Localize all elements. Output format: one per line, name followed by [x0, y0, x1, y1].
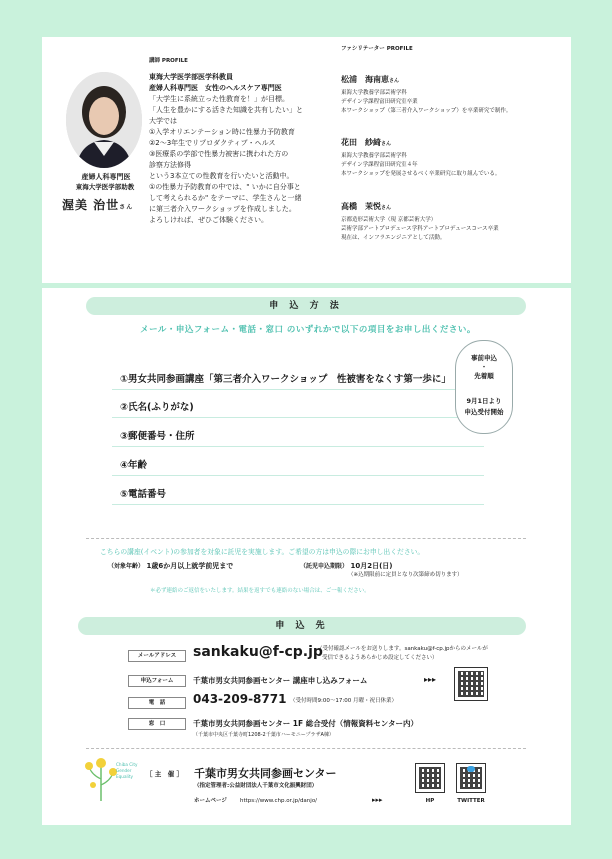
bio-line: 大学では: [149, 117, 177, 125]
homepage-label: ホームページ: [194, 798, 227, 804]
facilitator-line: 東海大学教養学部芸術学科: [341, 90, 408, 96]
facilitator-line: デザイン学課程富田研究室４年: [341, 162, 418, 168]
childcare-deadline: （託児申込期限） 10月2日(日): [300, 562, 393, 570]
phone-hours: （受付時間9:00～17:00 月曜・祝日休業）: [290, 698, 397, 704]
instructor-affiliation-2: 東海大学医学部助教: [75, 183, 135, 191]
childcare-notice: こちらの講座(イベント)の参加者を対象に託児を実施します。ご希望の方は申込の際にお申し出ください。: [100, 548, 425, 556]
bio-line: に第三者介入ワークショップを作成しました。: [149, 205, 296, 213]
facilitator-line: 芸術学部アートプロデュース学科アートプロデュースコース卒業: [341, 226, 499, 232]
childcare-deadline-note: （※込期限前に定員となり次第締め切ります）: [348, 572, 463, 578]
application-item-1: ①男女共同参画講座「第三者介入ワークショップ 性被害をなくす第一歩に」: [112, 364, 484, 390]
phone-number[interactable]: 043-209-8771: [193, 692, 287, 706]
organizer-manager: （指定管理者:公益財団法人千葉市文化振興財団）: [194, 783, 318, 789]
bio-line: 「大学生に系統立った性教育を！」が目標。: [149, 95, 289, 103]
application-item-4: ④年齢: [112, 450, 484, 476]
application-badge: [455, 340, 513, 434]
window-address: （千葉市中央区千葉寺町1208-2千葉市ハーモニープラザA棟）: [193, 732, 334, 738]
bio-line: よろしければ、ぜひご体験ください。: [149, 216, 268, 224]
facilitator-line: 東海大学教養学部芸術学科: [341, 153, 408, 159]
facilitator-2: [341, 137, 566, 179]
application-item-2: ②氏名(ふりがな): [112, 392, 484, 418]
form-link[interactable]: 千葉市男女共同参画センター 講座申し込みフォーム: [193, 676, 368, 685]
bio-line: ②2～3年生でリプロダクティブ・ヘルス: [149, 139, 276, 147]
application-intro: メール・申込フォーム・電話・窓口 のいずれかで以下の項目をお申し出ください。: [140, 325, 476, 335]
hp-qr-label: HP: [425, 798, 435, 804]
flower-logo-icon: [84, 755, 118, 803]
bio-line: ③医療系の学部で性暴力被害に携われた方の: [149, 150, 289, 158]
twitter-bird-icon: [467, 766, 475, 772]
application-item-5: ⑤電話番号: [112, 479, 484, 505]
window-label: 窓 口: [128, 718, 186, 730]
email-label: メールアドレス: [128, 650, 186, 662]
form-qr-code[interactable]: [454, 667, 488, 701]
instructor-bio: [149, 72, 339, 226]
application-title: 申 込 方 法: [86, 297, 526, 315]
badge-line: 先着順: [474, 372, 494, 380]
organizer-label: ［ 主 催 ］: [146, 770, 184, 778]
instructor-affiliation-1: 産婦人科専門医: [81, 173, 131, 181]
email-note-1: （受付確認メールをお送りします。sankaku@f-cp.jpからのメールが: [317, 646, 488, 652]
facilitator-name: 花田 紗綺さん: [341, 138, 392, 147]
contact-title: 申 込 先: [78, 617, 526, 635]
instructor-honorific: さん: [119, 204, 134, 211]
bio-line: して考えられるか" をテーマに、学生さんと一緒: [149, 194, 302, 202]
bio-line: ①の性暴力予防教育の中では、" いかに自分事と: [149, 183, 301, 191]
divider: [86, 538, 526, 539]
instructor-name-text: 渥美 治世: [62, 198, 120, 212]
instructor-portrait-icon: [66, 72, 142, 168]
window-text: 千葉市男女共同参画センター 1F 総合受付（情報資料センター内）: [193, 719, 418, 728]
facilitator-line: 本ワークショップ（第三者介入ワークショップ）を卒業研究で制作。: [341, 108, 512, 114]
hp-qr-code[interactable]: [415, 763, 445, 793]
form-label: 申込フォーム: [128, 675, 186, 687]
facilitator-line: 現在は、インフラエンジニアとして活動。: [341, 235, 446, 241]
gender-equality-logo: [84, 755, 118, 803]
badge-line: 事前申込: [471, 354, 497, 362]
facilitator-line: 本ワークショップを発展させるべく卒業研究に取り組んでいる。: [341, 171, 501, 177]
facilitator-line: デザイン学課程富田研究室卒業: [341, 99, 418, 105]
bio-line: ①入学オリエンテーション時に性暴力予防教育: [149, 128, 295, 136]
bio-line: という3本立ての性教育を行いたいと活動中。: [149, 172, 294, 180]
logo-text: Chiba City Gender Equality: [116, 762, 138, 779]
email-address[interactable]: sankaku@f-cp.jp: [193, 644, 323, 660]
badge-line: 9月1日より: [466, 397, 502, 405]
instructor-photo: [66, 72, 142, 168]
bio-line: 産婦人科専門医 女性のヘルスケア専門医: [149, 84, 282, 92]
facilitator-name: 高橋 茉悦さん: [341, 202, 392, 211]
homepage-arrows: ▸▸▸: [372, 796, 383, 804]
bio-line: 東海大学医学部医学科教員: [149, 73, 233, 81]
facilitator-line: 京都造形芸術大学（現 京都芸術大学）: [341, 217, 437, 223]
application-item-3: ③郵便番号・住所: [112, 421, 484, 447]
instructor-name: [62, 196, 133, 213]
phone-label: 電 話: [128, 697, 186, 709]
bio-line: 診察方法修得: [149, 161, 191, 169]
instructor-header: 講師 PROFILE: [149, 58, 188, 64]
facilitator-1: [341, 74, 566, 116]
facilitator-name: 松浦 海南恵さん: [341, 75, 400, 84]
facilitator-header: ファシリテーター PROFILE: [341, 46, 413, 52]
homepage-url[interactable]: https://www.chp.or.jp/danjo/: [240, 798, 318, 804]
organizer-name: 千葉市男女共同参画センター: [194, 767, 337, 780]
twitter-qr-label: TWITTER: [457, 798, 485, 804]
badge-line: 申込受付開始: [464, 408, 504, 416]
email-note-2: 受信できるようあらかじめ設定してください）: [322, 655, 438, 661]
bio-line: 「人生を豊かにする活きた知識を共有したい」と: [149, 106, 303, 114]
childcare-target: （対象年齢） 1歳6か月以上就学前児まで: [108, 562, 234, 570]
facilitator-3: [341, 201, 566, 243]
badge-dot: ・: [480, 363, 488, 371]
divider: [86, 748, 526, 749]
childcare-footnote: ＊必ず連絡のご返信をいたします。結果を返すでも連絡のない場合は、ご一報ください。: [150, 588, 370, 594]
form-arrows: ▸▸▸: [424, 675, 437, 684]
